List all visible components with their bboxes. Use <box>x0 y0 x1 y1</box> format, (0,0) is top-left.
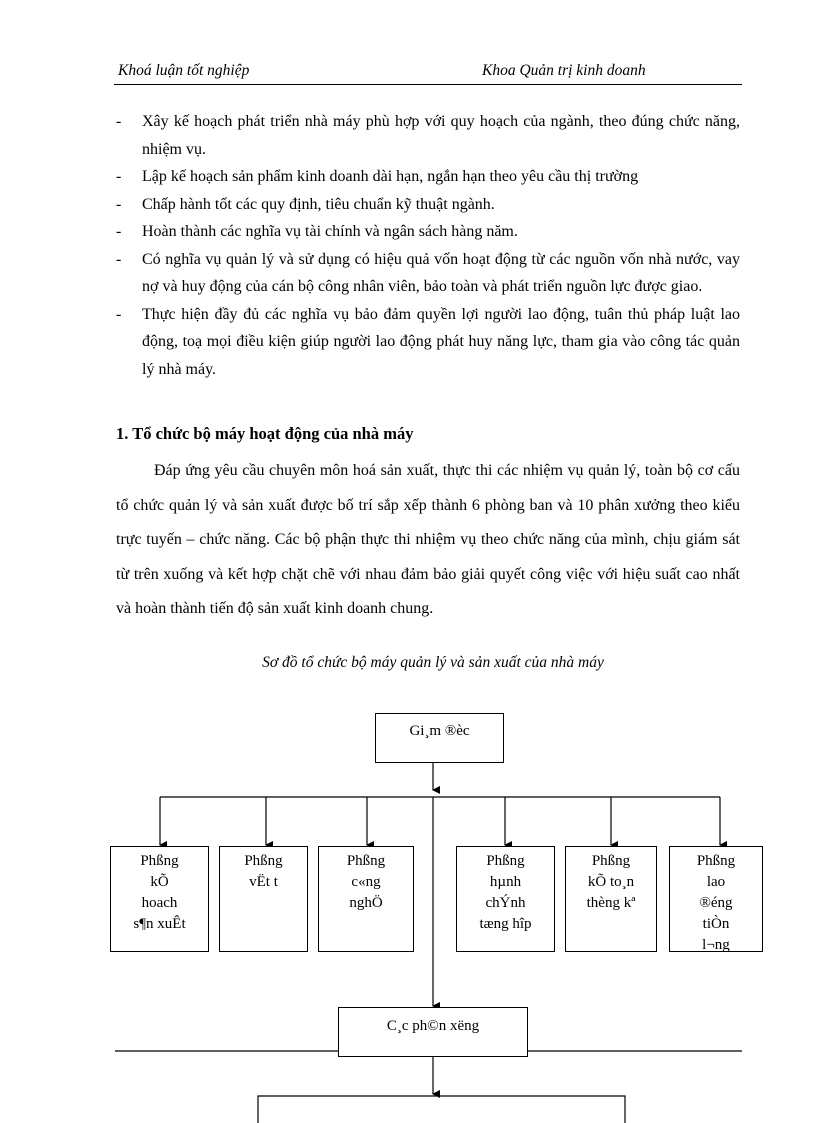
dept-label-line: Phßng <box>346 853 386 869</box>
section-paragraph: Đáp ứng yêu cầu chuyên môn hoá sản xuất, thực thi các nhiệm vụ quản lý, toàn bộ cơ cấu tổ chức quản lý và sản xuất được bố trí sắp xếp thành 6 phòng ban và 10 phân xưởng theo kiểu trực tuyến – chức năng. Các bộ phận thực thi nhiệm vụ theo chức năng của mình, chịu giám sát từ trên xuống và kết hợp chặt chẽ với nhau đảm bảo giải quyết công việc với hiệu suất cao nhất và hoàn thành tiến độ sản xuất kinh doanh chung. <box>116 462 740 617</box>
list-item-text: Hoàn thành các nghĩa vụ tài chính và ngân sách hàng năm. <box>142 223 518 240</box>
workshops-box <box>338 1007 528 1057</box>
dept-box-accounting <box>565 846 657 952</box>
dept-label-line: lao <box>706 874 726 890</box>
dept-label-line: chÝnh <box>485 895 526 911</box>
workshops-label: C¸c ph©n xëng <box>386 1018 480 1034</box>
section-title: 1. Tổ chức bộ máy hoạt động của nhà máy <box>116 424 414 443</box>
diagram-caption: Sơ đồ tổ chức bộ máy quản lý và sản xuất của nhà máy <box>262 654 604 671</box>
dept-label-line: hµnh <box>489 874 522 890</box>
dept-box-planning <box>110 846 209 952</box>
dept-box-technology <box>318 846 414 952</box>
director-box <box>375 713 504 763</box>
list-item-text: Có nghĩa vụ quản lý và sử dụng có hiệu quả vốn hoạt động từ các nguồn vốn nhà nước, vay nợ và huy động của cán bộ công nhân viên, bảo toàn và phát triển nguồn lực được giao. <box>142 250 740 295</box>
dept-label-line: tiÒn <box>702 916 730 932</box>
bullet-marker: - <box>116 223 122 240</box>
bullet-marker: - <box>116 195 122 213</box>
list-item-text: Chấp hành tốt các quy định, tiêu chuẩn kỹ thuật ngành. <box>142 195 495 213</box>
header-right: Khoa Quản trị kinh doanh <box>482 62 646 79</box>
dept-label-line: Phßng <box>696 853 736 869</box>
dept-box-materials <box>219 846 308 952</box>
dept-label-line: thèng kª <box>586 895 636 911</box>
bullet-marker: - <box>116 113 122 130</box>
dept-label-line: l¬ng <box>702 937 730 952</box>
dept-label-line: Phßng <box>486 853 525 869</box>
bullet-marker: - <box>116 305 122 323</box>
dept-label-line: nghÖ <box>349 895 383 911</box>
dept-label-line: vËt t <box>249 874 278 890</box>
bullet-marker: - <box>116 168 122 185</box>
dept-label-line: tæng hîp <box>479 916 532 932</box>
dept-label-line: s¶n xuÊt <box>133 916 186 932</box>
dept-label-line: Phßng <box>140 853 179 869</box>
header-left: Khoá luận tốt nghiệp <box>118 62 250 79</box>
dept-label-line: ®éng <box>699 895 733 911</box>
dept-label-line: c«ng <box>351 874 381 890</box>
list-item-text: Xây kế hoạch phát triển nhà máy phù hợp với quy hoạch của ngành, theo đúng chức năng, nhiệm vụ. <box>142 113 740 158</box>
dept-label-line: kÕ to¸n <box>587 874 635 890</box>
dept-label-line: hoach <box>141 895 178 911</box>
director-label: Gi¸m ®èc <box>409 723 470 739</box>
list-item-text: Thực hiện đầy đủ các nghĩa vụ bảo đảm quyền lợi người lao động, tuân thủ pháp luật lao động, toạ mọi điều kiện giúp người lao động phát huy năng lực, tham gia vào công tác quản lý nhà máy. <box>142 305 740 378</box>
dept-label-line: Phßng <box>591 853 631 869</box>
dept-label-line: Phßng <box>244 853 283 869</box>
bullet-marker: - <box>116 250 122 268</box>
dept-box-labor <box>669 846 763 952</box>
dept-box-administration <box>456 846 555 952</box>
next-box-edge <box>258 1096 625 1123</box>
list-item-text: Lập kế hoạch sản phẩm kinh doanh dài hạn, ngắn hạn theo yêu cầu thị trường <box>142 168 639 185</box>
dept-label-line: kÕ <box>150 874 169 890</box>
